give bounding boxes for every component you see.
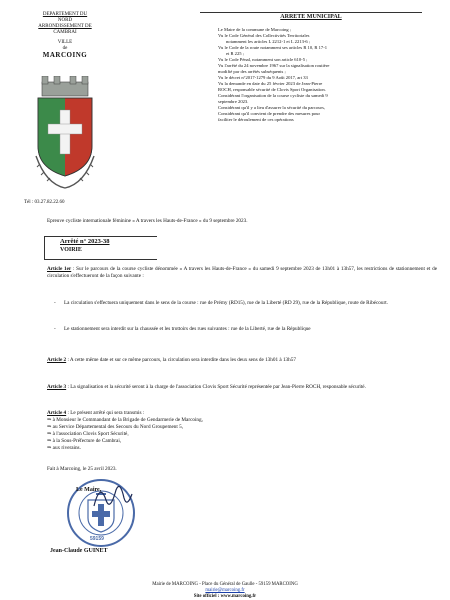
town-name: MARCOING bbox=[42, 51, 88, 59]
article-1-bullet bbox=[54, 326, 436, 333]
bullet-dash: - bbox=[54, 326, 56, 332]
dept-line: NORD bbox=[57, 18, 73, 23]
arrete-number: Arrêté n° 2023-38 bbox=[60, 238, 110, 245]
arrete-subject: VOIRIE bbox=[60, 247, 82, 253]
considerant-line: Le Maire de la commune de Marcoing ; bbox=[218, 27, 292, 32]
considerant-line: Considérant qu'il y a lieu d'assurer la sécurité du parcours, bbox=[218, 105, 326, 110]
article-1-title: Article 1er bbox=[47, 266, 72, 272]
recipient-line: ⇒ aux riverains. bbox=[47, 445, 81, 451]
considerant-line: Vu le décret n°2017-1279 du 9 Août 2017, art 33 bbox=[218, 75, 308, 80]
article-4 bbox=[47, 410, 437, 452]
considerant-line: Vu l'arrêté du 24 novembre 1967 sur la signalisation routière bbox=[218, 63, 330, 68]
considerant-line: faciliter le déroulement de ces opérations bbox=[218, 117, 294, 122]
considerant-line: Vu le Code de la route notamment ses articles R 10, R 17-1 bbox=[218, 45, 328, 50]
article-3-title: Article 3 bbox=[47, 384, 67, 390]
considerant-line: Considérant l'organisation de la course cycliste du samedi 9 bbox=[218, 93, 328, 98]
considerant-line: notamment les articles L 2212-1 et L 2213-6 ; bbox=[226, 39, 311, 44]
recipient-line: ⇒ à l'association Clovis Sport Sécurité, bbox=[47, 431, 129, 437]
article-3 bbox=[47, 384, 437, 391]
footer-email[interactable]: mairie@marcoing.fr bbox=[205, 588, 245, 593]
footer-site[interactable]: Site officiel : www.marcoing.fr bbox=[193, 594, 257, 599]
considerant-line: Considérant qu'il convient de prendre des mesures pour bbox=[218, 111, 320, 116]
dept-line: CAMBRAI bbox=[53, 30, 77, 35]
mayor-name: Jean-Claude GUINET bbox=[50, 548, 108, 554]
article-1-bullet-1: La circulation s'effectuera uniquement dans le sens de la course : rue de Prémy (RD15), rue de la Liberté (RD 29), rue de la République, route de Ribécourt. bbox=[64, 300, 388, 306]
article-1-text: : Sur le parcours de la course cycliste dénommée « A travers les Hauts-de-France » du samedi 9 septembre 2023 de 13h01 à 13h57, les restrictions de stationnement et de circulation s'effectueront de la façon suivante : bbox=[47, 266, 437, 279]
article-2-title: Article 2 bbox=[47, 357, 67, 363]
article-3-text: : La signalisation et la sécurité seront à la charge de l'association Clovis Sport Sécurité représentée par Jean-Pierre ROCH, responsable sécurité. bbox=[66, 384, 366, 390]
article-4-text: : Le présent arrêté qui sera transmis : bbox=[66, 410, 145, 416]
article-1-bullet-2: Le stationnement sera interdit sur la chaussée et les trottoirs des rues suivantes : rue de la Liberté, rue de la République bbox=[64, 326, 311, 332]
event-description: Epreuve cycliste internationale féminine « A travers les Hauts-de-France » du 9 septembre 2023. bbox=[47, 218, 248, 224]
considerant-line: septembre 2023. bbox=[218, 99, 249, 104]
phone-number: Tél : 03.27.82.22.60 bbox=[24, 200, 65, 205]
considerant-line: Vu la demande en date du 25 février 2023 de Jean-Pierre bbox=[218, 81, 323, 86]
footer-address: Mairie de MARCOING - Place du Général de Gaulle - 59159 MARCOING bbox=[152, 582, 298, 587]
considerant-line: Vu le Code Pénal, notamment son article 610-5 ; bbox=[218, 57, 308, 62]
de-label: de bbox=[62, 46, 68, 51]
considerant-line: et R 225 ; bbox=[226, 51, 244, 56]
bullet-dash: - bbox=[54, 300, 56, 306]
footer bbox=[60, 582, 390, 600]
considerant-line: modifié par des arrêtés subséquents ; bbox=[218, 69, 286, 74]
article-1-bullet bbox=[54, 300, 436, 307]
considerant-line: ROCH, responsable sécurité de Clovis Sport Organisation. bbox=[218, 87, 326, 92]
signature-icon bbox=[90, 476, 134, 516]
recipient-line: ⇒ au Service Départemental des Secours du Nord Groupement 5, bbox=[47, 424, 184, 430]
ville-label: VILLE bbox=[57, 40, 73, 45]
place-date: Fait à Marcoing, le 25 avril 2023. bbox=[47, 466, 117, 472]
mayor-title: Le Maire, bbox=[76, 487, 102, 493]
article-1 bbox=[47, 266, 437, 280]
article-2-text: : A cette même date et sur ce même parcours, la circulation sera interdite dans les deux sens de 13h01 à 13h57 bbox=[66, 357, 296, 363]
stamp-code: 59159 bbox=[90, 536, 104, 542]
town-crest-icon bbox=[32, 76, 98, 196]
considerant-line: Vu le Code Général des Collectivités Territoriales bbox=[218, 33, 310, 38]
dept-line: ARRONDISSEMENT DE bbox=[38, 24, 92, 29]
department-header bbox=[30, 12, 100, 58]
recipient-line: ⇒ à la Sous-Préfecture de Cambrai, bbox=[47, 438, 122, 444]
article-2 bbox=[47, 357, 437, 364]
considerants-list bbox=[218, 27, 428, 123]
dept-line: DEPARTEMENT DU bbox=[42, 12, 88, 17]
arrete-box-title: ARRETE MUNICIPAL bbox=[280, 14, 342, 20]
article-4-title: Article 4 bbox=[47, 410, 67, 416]
recipient-line: ⇒ à Monsieur le Commandant de la Brigade de Gendarmerie de Marcoing, bbox=[47, 417, 203, 423]
